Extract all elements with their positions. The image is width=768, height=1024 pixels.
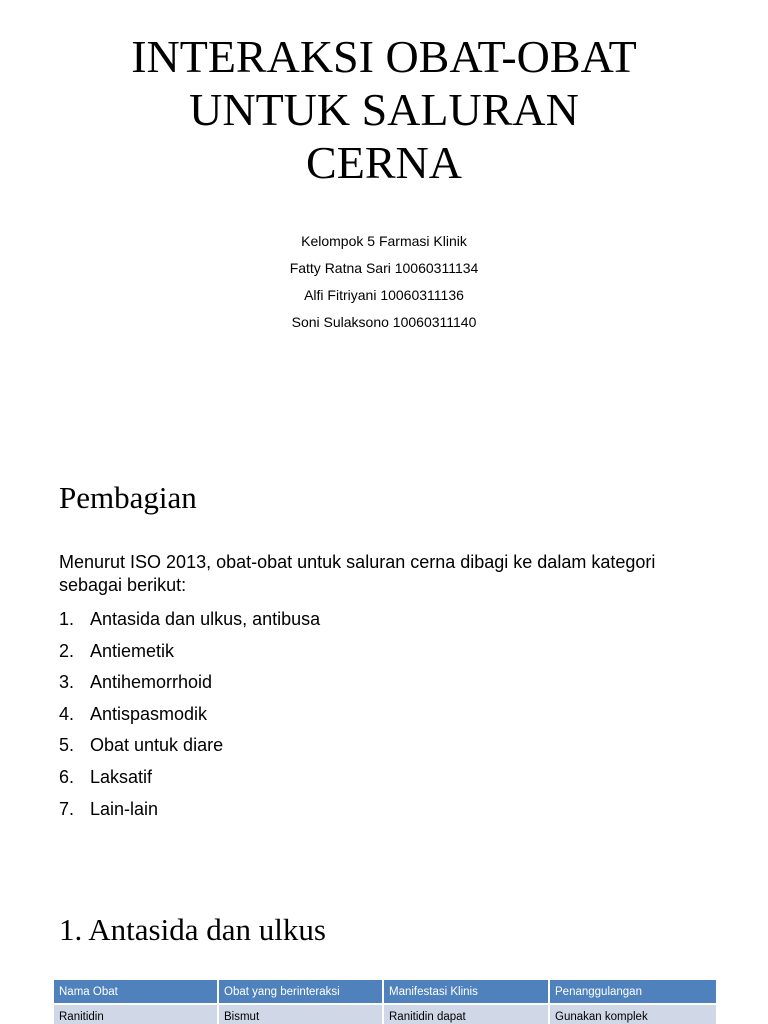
column-header: Manifestasi Klinis (384, 980, 550, 1003)
list-item (59, 636, 320, 668)
column-header: Nama Obat (54, 980, 219, 1003)
list-number: 3. (59, 672, 75, 693)
slide-title (40, 30, 728, 189)
antasida-slide (0, 878, 768, 1024)
author-line: Fatty Ratna Sari 10060311134 (289, 260, 479, 276)
table-cell: Gunakan komplek (550, 1003, 716, 1024)
list-item (59, 699, 320, 731)
group-name: Kelompok 5 Farmasi Klinik (301, 233, 467, 249)
column-header: Obat yang berinteraksi (219, 980, 384, 1003)
intro-paragraph: Menurut ISO 2013, obat-obat untuk saluran cerna dibagi ke dalam kategori sebagai berikut: (59, 552, 656, 595)
interaction-table (54, 980, 716, 1024)
pembagian-slide (0, 440, 768, 878)
column-header: Penanggulangan (550, 980, 716, 1003)
table-header-row (54, 980, 716, 1003)
list-text: Antispasmodik (90, 703, 208, 724)
list-text: Antihemorrhoid (90, 672, 213, 693)
title-line: UNTUK SALURAN (189, 84, 579, 135)
author-line: Alfi Fitriyani 10060311136 (304, 287, 464, 303)
title-line: CERNA (306, 137, 462, 188)
list-item (59, 604, 320, 636)
title-line: INTERAKSI OBAT-OBAT (131, 31, 637, 82)
authors-block (0, 228, 768, 336)
table-cell: Ranitidin (54, 1003, 219, 1024)
list-text: Antasida dan ulkus, antibusa (90, 609, 321, 629)
slide-heading: Pembagian (59, 480, 197, 515)
list-number: 2. (59, 640, 75, 661)
author-line: Soni Sulaksono 10060311140 (291, 314, 477, 330)
list-text: Obat untuk diare (90, 735, 224, 756)
list-text: Lain-lain (90, 798, 159, 819)
list-number: 7. (59, 798, 75, 819)
category-list (59, 604, 320, 825)
table-cell: Ranitidin dapat (384, 1003, 550, 1024)
title-slide (0, 0, 768, 440)
table-cell: Bismut (219, 1003, 384, 1024)
list-text: Laksatif (90, 766, 153, 787)
list-number: 1. (59, 609, 75, 629)
list-number: 5. (59, 735, 75, 756)
slide-heading: 1. Antasida dan ulkus (59, 912, 326, 947)
list-item (59, 762, 320, 794)
list-number: 4. (59, 703, 75, 724)
list-number: 6. (59, 766, 75, 787)
table-row (54, 1003, 716, 1024)
list-item (59, 667, 320, 699)
list-item (59, 730, 320, 762)
list-item (59, 794, 320, 826)
list-text: Antiemetik (90, 640, 175, 661)
